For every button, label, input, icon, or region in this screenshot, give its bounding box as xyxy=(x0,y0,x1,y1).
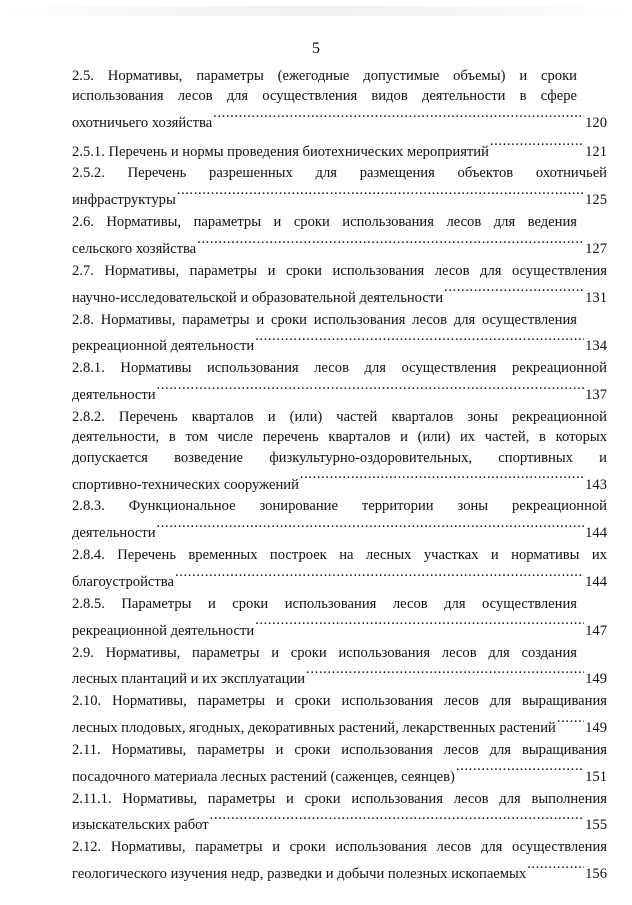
toc-entry-title-end: инфраструктуры xyxy=(72,192,176,209)
toc-entry-last-line xyxy=(72,468,607,495)
toc-entry-title-end: деятельности xyxy=(72,387,156,404)
toc-page-number: 147 xyxy=(585,622,607,639)
toc-entry-last-line xyxy=(72,135,607,162)
toc-entry-title-end: благоустройства xyxy=(72,573,174,590)
dot-leader xyxy=(255,614,584,634)
toc-entry[interactable] xyxy=(72,358,607,405)
toc-entry-line: 2.11. Нормативы, параметры и сроки использования лесов для выращивания xyxy=(72,741,607,758)
toc-entry[interactable] xyxy=(72,789,607,836)
toc-page-number: 120 xyxy=(585,115,607,132)
toc-entry-last-line xyxy=(72,330,607,357)
dot-leader xyxy=(157,517,585,537)
toc-entry-last-line xyxy=(72,809,607,836)
dot-leader xyxy=(255,330,584,350)
toc-page-number: 125 xyxy=(585,192,607,209)
toc-entry-line: 2.10. Нормативы, параметры и сроки использования лесов для выращивания xyxy=(72,693,607,710)
toc-page-number: 143 xyxy=(585,476,607,493)
dot-leader xyxy=(456,760,584,780)
toc-entry-last-line xyxy=(72,760,607,787)
toc-entry-line: допускается возведение физкультурно-оздоровительных, спортивных и xyxy=(72,449,607,466)
toc-entry-line: 2.11.1. Нормативы, параметры и сроки использования лесов для выполнения xyxy=(72,790,607,807)
toc-page-number: 121 xyxy=(585,143,607,160)
dot-leader xyxy=(306,663,584,683)
toc-entry[interactable] xyxy=(72,643,607,690)
table-of-contents xyxy=(72,66,607,886)
dot-leader xyxy=(157,379,585,399)
toc-page-number: 151 xyxy=(585,768,607,785)
toc-entry[interactable] xyxy=(72,496,607,543)
dot-leader xyxy=(197,233,584,253)
dot-leader xyxy=(175,566,584,586)
toc-page-number: 137 xyxy=(585,387,607,404)
toc-entry-title-end: сельского хозяйства xyxy=(72,240,197,257)
toc-entry-title-end: посадочного материала лесных растений (саженцев, сеянцев) xyxy=(72,768,455,785)
toc-entry[interactable] xyxy=(72,691,607,738)
toc-entry-title-end: лесных плантаций и их эксплуатации xyxy=(72,671,306,688)
toc-entry-line: 2.8.1. Нормативы использования лесов для осуществления рекреационной xyxy=(72,360,607,377)
toc-entry-line: 2.5. Нормативы, параметры (ежегодные допустимые объемы) и сроки xyxy=(72,68,577,84)
toc-entry-last-line xyxy=(72,614,607,641)
toc-entry-line: 2.9. Нормативы, параметры и сроки использования лесов для создания xyxy=(72,644,577,661)
toc-entry-line: 2.8.2. Перечень кварталов и (или) частей кварталов зоны рекреационной xyxy=(72,408,607,425)
dot-leader xyxy=(444,281,584,301)
toc-entry-title-end: лесных плодовых, ягодных, декоративных растений, лекарственных растений xyxy=(72,720,556,737)
toc-entry-title-end: охотничьего хозяйства xyxy=(72,115,213,132)
toc-entry-line: 2.5.2. Перечень разрешенных для размещения объектов охотничьей xyxy=(72,165,607,182)
toc-entry[interactable] xyxy=(72,837,607,884)
toc-entry[interactable] xyxy=(72,545,607,592)
toc-entry-line: 2.8.3. Функциональное зонирование территории зоны рекреационной xyxy=(72,498,607,515)
toc-entry[interactable] xyxy=(72,212,607,259)
toc-entry[interactable] xyxy=(72,163,607,210)
toc-entry-last-line xyxy=(72,663,607,690)
toc-entry-line: использования лесов для осуществления видов деятельности в сфере xyxy=(72,88,577,105)
toc-entry[interactable] xyxy=(72,135,607,162)
toc-entry-line: 2.12. Нормативы, параметры и сроки использования лесов для осуществления xyxy=(72,839,607,856)
toc-entry-title-end: рекреационной деятельности xyxy=(72,338,255,355)
toc-entry-last-line xyxy=(72,858,607,885)
toc-entry[interactable] xyxy=(72,66,607,134)
dot-leader xyxy=(300,468,584,488)
toc-page-number: 127 xyxy=(585,240,607,257)
toc-page-number: 149 xyxy=(585,720,607,737)
toc-entry[interactable] xyxy=(72,407,607,495)
dot-leader xyxy=(490,135,584,155)
toc-entry-last-line xyxy=(72,184,607,211)
toc-entry-line: деятельности, в том числе перечень кварталов и (или) их частей, в которых xyxy=(72,429,607,446)
toc-page-number: 149 xyxy=(585,671,607,688)
toc-entry-title-end: научно-исследовательской и образовательной деятельности xyxy=(72,289,444,306)
dot-leader xyxy=(177,184,584,204)
toc-entry-title-end: изыскательских работ xyxy=(72,817,209,834)
toc-entry[interactable] xyxy=(72,740,607,787)
toc-page-number: 155 xyxy=(585,817,607,834)
toc-page-number: 134 xyxy=(585,338,607,355)
toc-entry-line: 2.8.5. Параметры и сроки использования лесов для осуществления xyxy=(72,595,577,612)
toc-entry-title-end: рекреационной деятельности xyxy=(72,622,255,639)
toc-entry-title-end: деятельности xyxy=(72,525,156,542)
toc-entry[interactable] xyxy=(72,594,607,641)
toc-entry-title-end: спортивно-технических сооружений xyxy=(72,476,299,493)
toc-entry-last-line xyxy=(72,566,607,593)
toc-entry-title-end: 2.5.1. Перечень и нормы проведения биотехнических мероприятий xyxy=(72,143,489,160)
dot-leader xyxy=(527,858,584,878)
toc-entry[interactable] xyxy=(72,310,607,357)
toc-page-number: 156 xyxy=(585,866,607,883)
toc-entry-last-line xyxy=(72,712,607,739)
toc-entry-last-line xyxy=(72,379,607,406)
toc-entry-last-line xyxy=(72,233,607,260)
toc-entry-title-end: геологического изучения недр, разведки и добычи полезных ископаемых xyxy=(72,866,527,883)
dot-leader xyxy=(213,107,584,127)
dot-leader xyxy=(210,809,584,829)
toc-entry-last-line xyxy=(72,281,607,308)
toc-entry-last-line xyxy=(72,107,607,134)
toc-page-number: 144 xyxy=(585,525,607,542)
toc-entry-line: 2.8. Нормативы, параметры и сроки использования лесов для осуществления xyxy=(72,311,577,328)
dot-leader xyxy=(557,712,584,732)
page-number: 5 xyxy=(312,40,320,57)
scan-header-artifact xyxy=(0,6,632,16)
toc-entry-line: 2.6. Нормативы, параметры и сроки использования лесов для ведения xyxy=(72,214,577,231)
toc-page-number: 131 xyxy=(585,289,607,306)
toc-entry[interactable] xyxy=(72,261,607,308)
toc-page-number: 144 xyxy=(585,573,607,590)
toc-entry-last-line xyxy=(72,517,607,544)
toc-entry-line: 2.7. Нормативы, параметры и сроки использования лесов для осуществления xyxy=(72,262,607,279)
toc-entry-line: 2.8.4. Перечень временных построек на лесных участках и нормативы их xyxy=(72,547,607,564)
